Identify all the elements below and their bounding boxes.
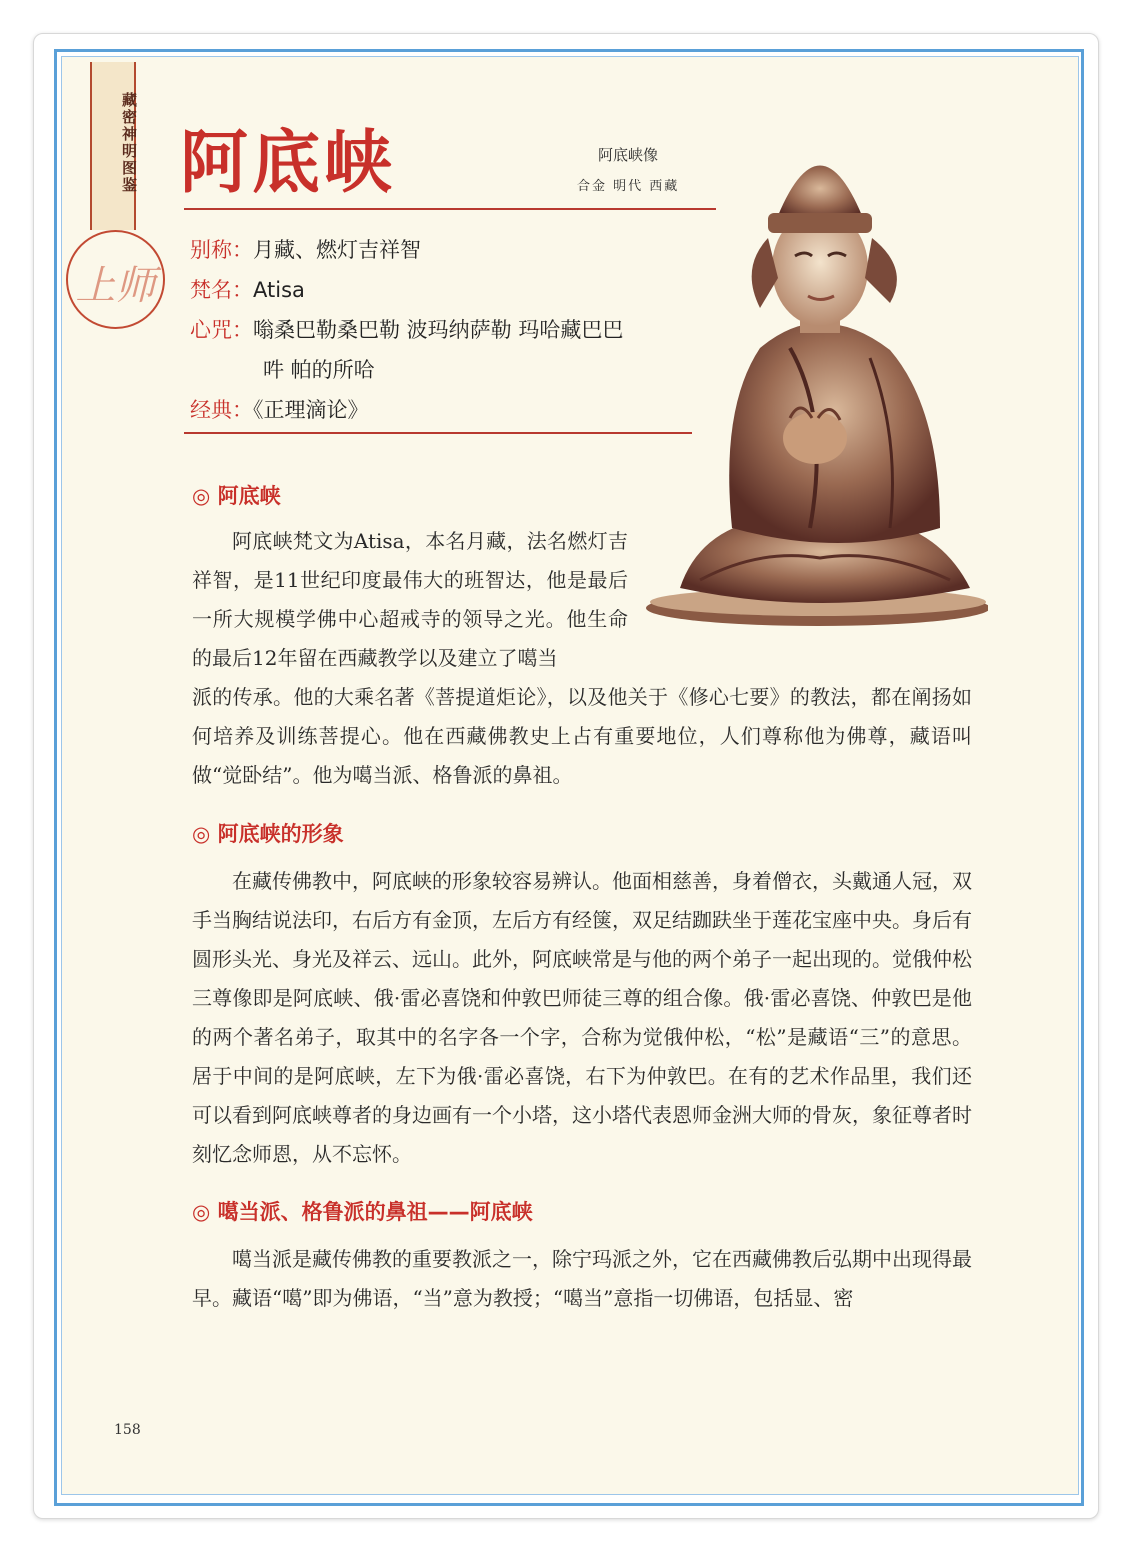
info-label: 别称： — [190, 238, 253, 262]
section-paragraph: 在藏传佛教中，阿底峡的形象较容易辨认。他面相慈善，身着僧衣，头戴通人冠，双手当胸结说法印，右后方有金顶，左后方有经箧，双足结跏趺坐于莲花宝座中央。身后有圆形头光、身光及祥云、远山。此外，阿底峡常是与他的两个弟子一起出现的。觉俄仲松三尊像即是阿底峡、俄·雷必喜饶和仲敦巴师徒三尊的组合像。俄·雷必喜饶、仲敦巴是他的两个著名弟子，取其中的名字各一个字，合称为觉俄仲松，“松”是藏语“三”的意思。居于中间的是阿底峡，左下为俄·雷必喜饶，右下为仲敦巴。在有的艺术作品里，我们还可以看到阿底峡尊者的身边画有一个小塔，这小塔代表恩师金洲大师的骨灰，象征尊者时刻忆念师恩，从不忘怀。 — [192, 869, 972, 1166]
side-tab — [90, 62, 136, 230]
page-number: 158 — [114, 1422, 141, 1438]
info-row-sanskrit — [190, 270, 700, 310]
info-rule — [184, 432, 692, 434]
info-label: 心咒： — [190, 318, 253, 342]
seal — [66, 230, 165, 329]
section-paragraph-lower: 派的传承。他的大乘名著《菩提道炬论》，以及他关于《修心七要》的教法，都在阐扬如何培养及训练菩提心。他在西藏佛教史上占有重要地位，人们尊称他为佛尊，藏语叫做“觉卧结”。他为噶当派、格鲁派的鼻祖。 — [192, 685, 972, 787]
info-row-alias — [190, 230, 700, 270]
image-caption-title: 阿底峡像 — [598, 146, 659, 164]
section-paragraph-upper: 阿底峡梵文为Atisa，本名月藏，法名燃灯吉祥智，是11世纪印度最伟大的班智达，他是最后一所大规模学佛中心超戒寺的领导之光。他生命的最后12年留在西藏教学以及建立了噶当 — [192, 529, 628, 670]
info-value: 嗡桑巴勒桑巴勒 波玛纳萨勒 玛哈藏巴巴 — [253, 318, 624, 342]
info-label: 梵名： — [190, 278, 253, 302]
info-value: Atisa — [253, 278, 305, 302]
image-caption-subtitle: 合金 明代 西藏 — [577, 179, 680, 194]
info-block — [190, 230, 700, 430]
info-value: 《正理滴论》 — [253, 398, 369, 422]
side-tab-text: 藏密神明图鉴 — [120, 92, 138, 194]
atisha-statue-image — [640, 118, 988, 630]
title-rule — [184, 208, 716, 210]
seal-text: 上师 — [75, 263, 156, 309]
info-label: 经典： — [190, 398, 253, 422]
section-heading: ◎ 阿底峡 — [192, 484, 281, 508]
info-row-scripture — [190, 390, 700, 430]
section-heading: ◎ 阿底峡的形象 — [192, 822, 344, 846]
section-paragraph: 噶当派是藏传佛教的重要教派之一，除宁玛派之外，它在西藏佛教后弘期中出现得最早。藏语“噶”即为佛语，“当”意为教授；“噶当”意指一切佛语，包括显、密 — [192, 1247, 972, 1310]
info-value-continued: 吽 帕的所哈 — [263, 358, 375, 382]
info-row-mantra — [190, 310, 700, 390]
info-value: 月藏、燃灯吉祥智 — [253, 238, 421, 262]
page-title: 阿底峡 — [180, 123, 397, 203]
section-heading: ◎ 噶当派、格鲁派的鼻祖——阿底峡 — [192, 1200, 533, 1224]
